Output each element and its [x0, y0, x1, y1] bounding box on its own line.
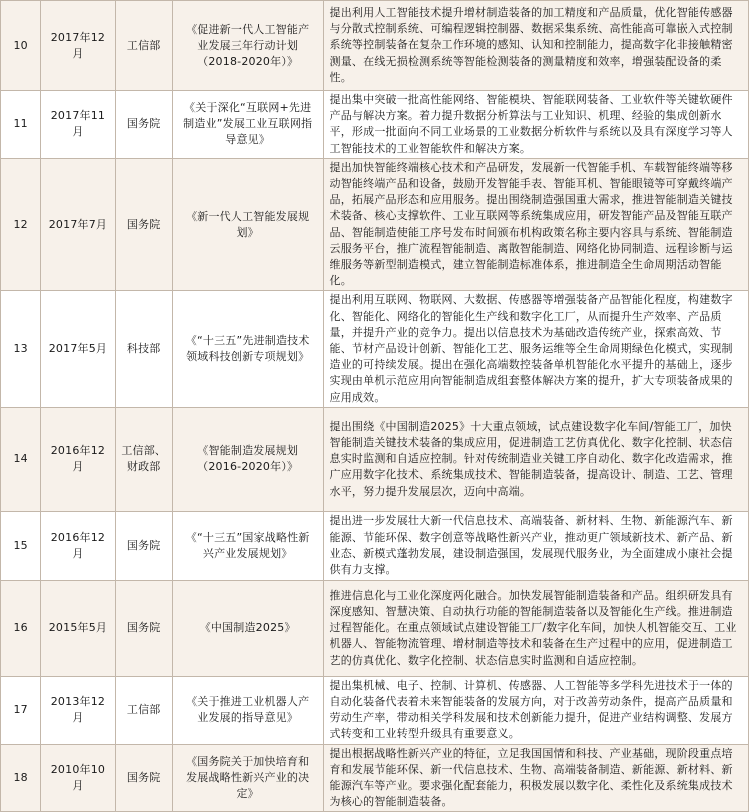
table-row [1, 744, 749, 812]
release-date: 2010年10月 [41, 744, 115, 812]
issuing-department: 国务院 [115, 744, 172, 812]
policy-name: 《新一代人工智能发展规划》 [172, 158, 323, 291]
policy-content: 提出集机械、电子、控制、计算机、传感器、人工智能等多学科先进技术于一体的自动化装备代表着未来智能装备的发展方向，对于改善劳动条件，提高产品质量和劳动生产率，带动相关学科发展和技术创新能力提升，促进产业结构调整、发展方式转变和工业转型升级具有重要意义。 [323, 676, 748, 744]
table-row [1, 676, 749, 744]
policy-content: 提出利用人工智能技术提升增材制造装备的加工精度和产品质量，优化智能传感器与分散式控制系统、可编程逻辑控制器、数据采集系统、高性能高可靠嵌入式控制系统等控制装备在复杂工作环境的感知、认知和控制能力，提高数字化非接触精密测量、在线无损检测系统等智能检测装备的测量精度和效率，增强装配设备的柔性。 [323, 1, 748, 91]
release-date: 2016年12月 [41, 407, 115, 511]
table-row [1, 1, 749, 91]
row-number: 12 [1, 158, 41, 291]
policy-content: 提出利用互联网、物联网、大数据、传感器等增强装备产品智能化程度，构建数字化、智能化、网络化的智能化生产线和数字化工厂，从而提升生产效率、产品质量，并提升产业的竞争力。提出以信息技术为基础改造传统产业，探索高效、节能、节材产品设计创新、智能化工艺、服务运维等全生命周期绿色化模式，实现制造业的可持续发展。提出在强化高端数控装备单机智能化水平提升的基础上，逐步实现由单机示范应用向智能制造成组套整体解决方案的提升，扩大专项装备成果的应用成效。 [323, 291, 748, 407]
issuing-department: 国务院 [115, 158, 172, 291]
row-number: 15 [1, 511, 41, 580]
policy-content: 推进信息化与工业化深度两化融合。加快发展智能制造装备和产品。组织研发具有深度感知、智慧决策、自动执行功能的智能制造装备以及智能化生产线。推进制造过程智能化。在重点领域试点建设智能工厂/数字化车间，加快人机智能交互、工业机器人、智能物流管理、增材制造等技术和装备在生产过程中的应用，促进制造工艺的仿真优化、数字化控制、状态信息实时监测和自适应控制。 [323, 580, 748, 676]
policy-name: 《促进新一代人工智能产业发展三年行动计划（2018-2020年）》 [172, 1, 323, 91]
issuing-department: 国务院 [115, 511, 172, 580]
issuing-department: 工信部 [115, 676, 172, 744]
release-date: 2017年11月 [41, 91, 115, 159]
issuing-department: 工信部、财政部 [115, 407, 172, 511]
table-row [1, 158, 749, 291]
policy-content: 提出围绕《中国制造2025》十大重点领域，试点建设数字化车间/智能工厂，加快智能制造关键技术装备的集成应用，促进制造工艺仿真优化、数字化控制、状态信息实时监测和自适应控制。针对传统制造业关键工序自动化、数字化改造需求，推广应用数字化技术、系统集成技术、智能制造装备，提高设计、制造、工艺、管理水平，努力提升发展层次，迈向中高端。 [323, 407, 748, 511]
row-number: 10 [1, 1, 41, 91]
row-number: 11 [1, 91, 41, 159]
policy-content: 提出集中突破一批高性能网络、智能模块、智能联网装备、工业软件等关键软硬件产品与解决方案。着力提升数据分析算法与工业知识、机理、经验的集成创新水平，形成一批面向不同工业场景的工业数据分析软件与系统以及具有深度学习等人工智能技术的工业智能软件和解决方案。 [323, 91, 748, 159]
row-number: 17 [1, 676, 41, 744]
release-date: 2017年5月 [41, 291, 115, 407]
row-number: 18 [1, 744, 41, 812]
issuing-department: 工信部 [115, 1, 172, 91]
policy-content: 提出加快智能终端核心技术和产品研发，发展新一代智能手机、车载智能终端等移动智能终端产品和设备，鼓励开发智能手表、智能耳机、智能眼镜等可穿戴终端产品，拓展产品形态和应用服务。提出围绕制造强国重大需求，推进智能制造关键技术装备、核心支撑软件、工业互联网等系统集成应用，研发智能产品及智能互联产品、智能制造使能工序号发布时间颁布机构政策名称主要内容具与系统、智能制造云服务平台，推广流程智能制造、离散智能制造、网络化协同制造、远程诊断与运维服务等新型制造模式，建立智能制造标准体系，推进制造全生命周期活动智能化。 [323, 158, 748, 291]
row-number: 14 [1, 407, 41, 511]
policy-name: 《“十三五”国家战略性新兴产业发展规划》 [172, 511, 323, 580]
table-row [1, 407, 749, 511]
table-row [1, 91, 749, 159]
policy-name: 《中国制造2025》 [172, 580, 323, 676]
release-date: 2017年12月 [41, 1, 115, 91]
issuing-department: 科技部 [115, 291, 172, 407]
policy-name: 《国务院关于加快培育和发展战略性新兴产业的决定》 [172, 744, 323, 812]
policy-content: 提出根据战略性新兴产业的特征，立足我国国情和科技、产业基础，现阶段重点培育和发展节能环保、新一代信息技术、生物、高端装备制造、新能源、新材料、新能源汽车等产业。要求强化配套能力，积极发展以数字化、柔性化及系统集成技术为核心的智能制造装备。 [323, 744, 748, 812]
row-number: 13 [1, 291, 41, 407]
policy-content: 提出进一步发展壮大新一代信息技术、高端装备、新材料、生物、新能源汽车、新能源、节能环保、数字创意等战略性新兴产业，推动更广领域新技术、新产品、新业态、新模式蓬勃发展，建设制造强国，发展现代服务业，为全面建成小康社会提供有力支撑。 [323, 511, 748, 580]
policy-name: 《智能制造发展规划（2016-2020年）》 [172, 407, 323, 511]
policy-name: 《关于深化“互联网+先进制造业”发展工业互联网指导意见》 [172, 91, 323, 159]
release-date: 2017年7月 [41, 158, 115, 291]
issuing-department: 国务院 [115, 580, 172, 676]
release-date: 2013年12月 [41, 676, 115, 744]
policy-name: 《“十三五”先进制造技术领域科技创新专项规划》 [172, 291, 323, 407]
table-row [1, 580, 749, 676]
table-row [1, 291, 749, 407]
row-number: 16 [1, 580, 41, 676]
policy-name: 《关于推进工业机器人产业发展的指导意见》 [172, 676, 323, 744]
release-date: 2016年12月 [41, 511, 115, 580]
issuing-department: 国务院 [115, 91, 172, 159]
table-row [1, 511, 749, 580]
release-date: 2015年5月 [41, 580, 115, 676]
